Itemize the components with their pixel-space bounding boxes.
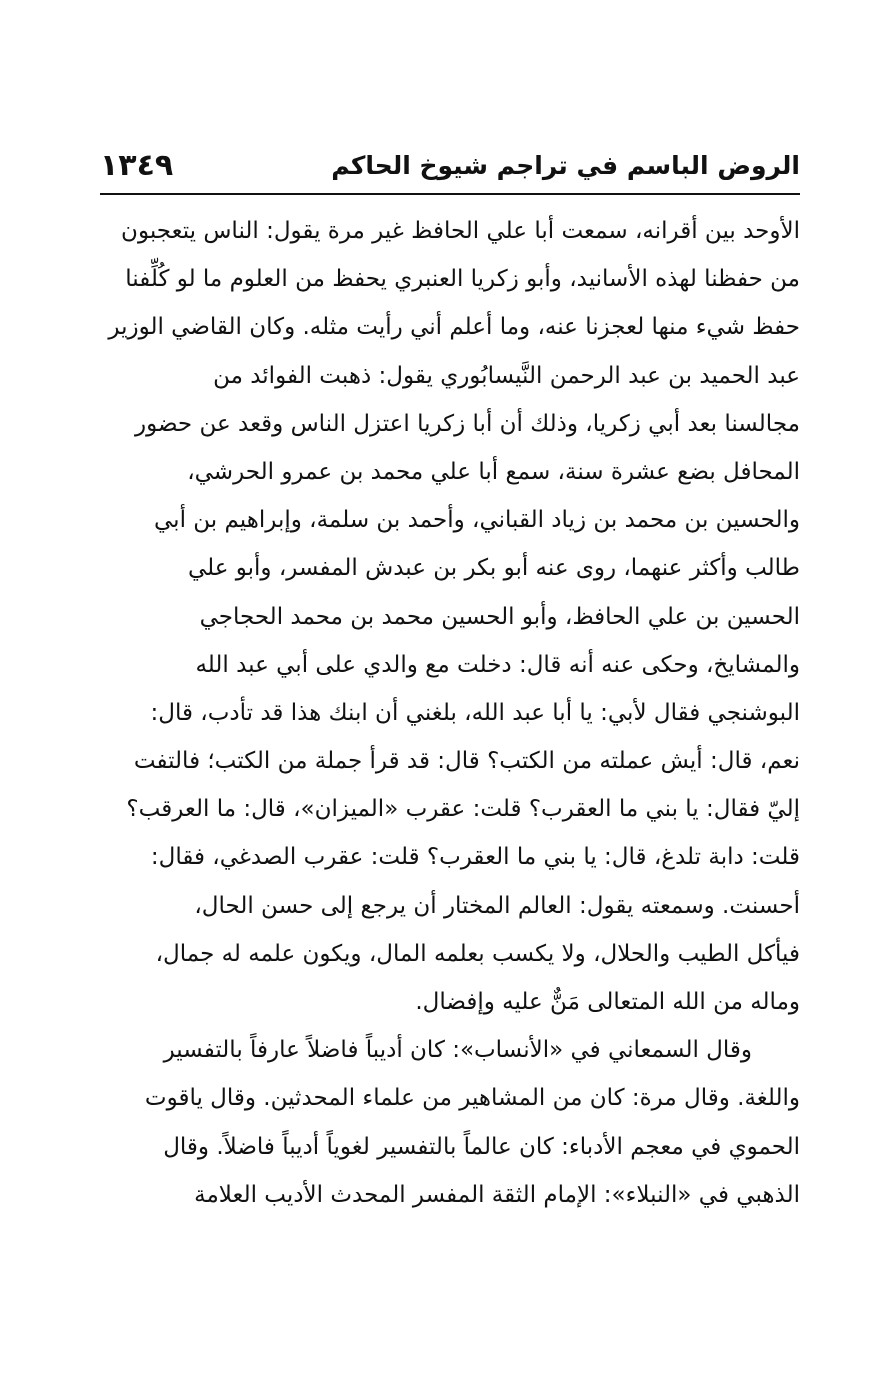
page-number: ١٣٤٩ — [100, 148, 174, 183]
text-line: الحموي في معجم الأدباء: كان عالماً بالتفسير لغوياً أديباً فاضلاً. وقال — [163, 1133, 800, 1160]
text-line: مجالسنا بعد أبي زكريا، وذلك أن أبا زكريا اعتزل الناس وقعد عن حضور — [134, 410, 800, 437]
paragraph-start-line: وقال السمعاني في «الأنساب»: كان أديباً فاضلاً عارفاً بالتفسير — [163, 1037, 752, 1064]
header-rule — [100, 193, 800, 195]
text-line: إليّ فقال: يا بني ما العقرب؟ قلت: عقرب «الميزان»، قال: ما العرقب؟ — [126, 796, 800, 823]
text-line: المحافل بضع عشرة سنة، سمع أبا علي محمد بن عمرو الحرشي، — [187, 458, 800, 485]
text-line: والمشايخ، وحكى عنه أنه قال: دخلت مع والدي على أبي عبد الله — [195, 651, 800, 678]
text-line: والحسين بن محمد بن زياد القباني، وأحمد بن سلمة، وإبراهيم بن أبي — [154, 507, 800, 534]
text-line: نعم، قال: أيش عملته من الكتب؟ قال: قد قرأ جملة من الكتب؛ فالتفت — [133, 748, 800, 775]
text-line: حفظ شيء منها لعجزنا عنه، وما أعلم أني رأيت مثله. وكان القاضي الوزير — [108, 314, 800, 341]
text-line: أحسنت. وسمعته يقول: العالم المختار أن يرجع إلى حسن الحال، — [194, 892, 800, 919]
text-body — [104, 207, 800, 1219]
page-header — [100, 146, 800, 186]
running-title: الروض الباسم في تراجم شيوخ الحاكم — [331, 151, 800, 180]
text-line: وماله من الله المتعالى مَنٌّ عليه وإفضال. — [415, 989, 800, 1015]
text-line: من حفظنا لهذه الأسانيد، وأبو زكريا العنبري يحفظ من العلوم ما لو كُلِّفنا — [125, 266, 800, 293]
text-line: الذهبي في «النبلاء»: الإمام الثقة المفسر المحدث الأديب العلامة — [194, 1181, 800, 1208]
text-line: البوشنجي فقال لأبي: يا أبا عبد الله، بلغني أن ابنك هذا قد تأدب، قال: — [150, 699, 800, 726]
text-line: قلت: دابة تلدغ، قال: يا بني ما العقرب؟ قلت: عقرب الصدغي، فقال: — [150, 844, 800, 871]
text-line: طالب وأكثر عنهما، روى عنه أبو بكر بن عبدش المفسر، وأبو علي — [187, 555, 800, 582]
text-line: واللغة. وقال مرة: كان من المشاهير من علماء المحدثين. وقال ياقوت — [144, 1085, 800, 1112]
text-line: عبد الحميد بن عبد الرحمن النَّيسابُوري يقول: ذهبت الفوائد من — [213, 362, 800, 389]
text-line: الأوحد بين أقرانه، سمعت أبا علي الحافظ غير مرة يقول: الناس يتعجبون — [121, 218, 800, 244]
text-line: الحسين بن علي الحافظ، وأبو الحسين محمد بن محمد الحجاجي — [199, 603, 800, 630]
text-line: فيأكل الطيب والحلال، ولا يكسب بعلمه المال، ويكون علمه له جمال، — [155, 940, 800, 967]
